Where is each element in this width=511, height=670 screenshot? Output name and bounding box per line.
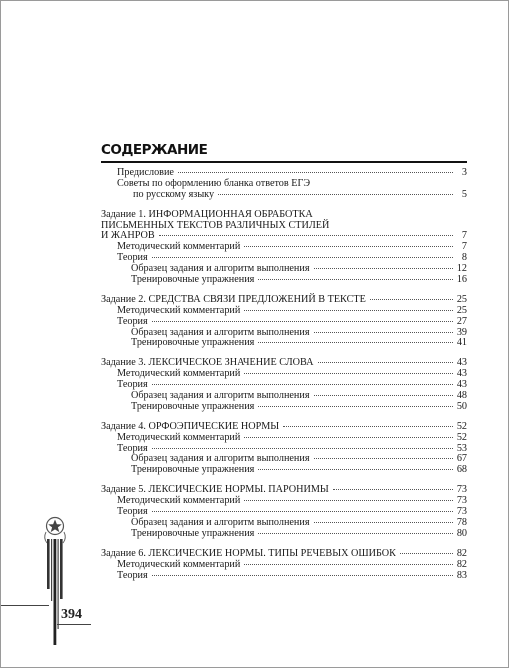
toc-entry-title: Тренировочные упражнения [131, 337, 255, 349]
toc-entry-title: Методический комментарий [117, 558, 241, 570]
toc-page-number: 50 [456, 400, 467, 412]
dot-leader [333, 489, 453, 490]
toc-entry-title-line: Советы по оформлению бланка ответов ЕГЭ [117, 177, 311, 189]
toc-entry-title: И ЖАНРОВ [101, 230, 155, 242]
toc-entry-title: Задание 3. ЛЕКСИЧЕСКОЕ ЗНАЧЕНИЕ СЛОВА [101, 357, 314, 369]
toc-entry [101, 275, 467, 286]
dot-leader [314, 458, 453, 459]
toc-page-number: 7 [461, 241, 467, 253]
toc-entry-title: Методический комментарий [117, 368, 241, 380]
dot-leader [258, 279, 453, 280]
toc-page-number: 41 [456, 337, 467, 349]
dot-leader [318, 362, 453, 363]
toc-page-number: 68 [456, 464, 467, 476]
toc-entry-title: Методический комментарий [117, 495, 241, 507]
toc-page-number: 7 [461, 230, 467, 242]
dot-leader [244, 373, 453, 374]
toc-page-number: 52 [456, 431, 467, 443]
toc-entry-title: Тренировочные упражнения [131, 274, 255, 286]
toc-entry-title: Тренировочные упражнения [131, 527, 255, 539]
toc-page-number: 8 [461, 252, 467, 264]
toc-entry [101, 210, 467, 243]
toc-entry-title: Методический комментарий [117, 241, 241, 253]
toc-row [101, 317, 467, 328]
toc-page-number: 5 [461, 188, 467, 200]
star-emblem-icon [37, 516, 83, 646]
toc-entry [101, 317, 467, 328]
page-number-rule [57, 624, 91, 625]
toc-entry-title: Задание 4. ОРФОЭПИЧЕСКИЕ НОРМЫ [101, 420, 280, 432]
toc-row [101, 242, 467, 253]
toc-page-number: 53 [456, 442, 467, 454]
dot-leader [258, 533, 453, 534]
dot-leader [152, 384, 453, 385]
toc-page-number: 80 [456, 527, 467, 539]
toc-row [101, 465, 467, 476]
toc-entry-title: Методический комментарий [117, 431, 241, 443]
toc-entry-title: Теория [117, 379, 148, 391]
toc-page-number: 39 [456, 326, 467, 338]
table-of-contents [101, 168, 467, 581]
toc-entry [101, 433, 467, 444]
toc-page-number: 27 [456, 315, 467, 327]
toc-entry-title: Методический комментарий [117, 304, 241, 316]
dot-leader [152, 511, 453, 512]
toc-entry-title: Задание 2. СРЕДСТВА СВЯЗИ ПРЕДЛОЖЕНИЙ В ТЕКСТЕ [101, 293, 366, 305]
toc-page-number: 73 [456, 495, 467, 507]
toc-entry-title: Теория [117, 252, 148, 264]
dot-leader [152, 321, 453, 322]
toc-row [101, 433, 467, 444]
toc-page-number: 52 [456, 420, 467, 432]
toc-page-number: 83 [456, 569, 467, 581]
dot-leader [283, 426, 453, 427]
dot-leader [258, 469, 453, 470]
dot-leader [152, 448, 453, 449]
dot-leader [159, 235, 453, 236]
toc-entry [101, 369, 467, 380]
toc-page-number: 43 [456, 357, 467, 369]
toc-page-number: 43 [456, 368, 467, 380]
page-heading: СОДЕРЖАНИЕ [101, 142, 208, 158]
toc-row [101, 496, 467, 507]
toc-page-number: 82 [456, 547, 467, 559]
toc-entry-title: Тренировочные упражнения [131, 400, 255, 412]
toc-page-number: 73 [456, 506, 467, 518]
dot-leader [400, 553, 453, 554]
toc-entry-title: Образец задания и алгоритм выполнения [131, 453, 310, 465]
toc-entry-title: Предисловие [117, 167, 174, 178]
toc-row [101, 571, 467, 582]
toc-entry [101, 529, 467, 540]
toc-entry [101, 549, 467, 560]
toc-page-number: 12 [456, 263, 467, 275]
toc-entry-title-line: Задание 1. ИНФОРМАЦИОННАЯ ОБРАБОТКА [101, 208, 313, 220]
dot-leader [244, 500, 453, 501]
toc-entry [101, 306, 467, 317]
toc-entry-title: Теория [117, 315, 148, 327]
toc-row [101, 190, 467, 201]
toc-page-number: 43 [456, 379, 467, 391]
dot-leader [218, 194, 453, 195]
dot-leader [370, 299, 453, 300]
toc-page-number: 73 [456, 484, 467, 496]
dot-leader [314, 332, 453, 333]
toc-entry [101, 465, 467, 476]
toc-entry-title: Образец задания и алгоритм выполнения [131, 263, 310, 275]
toc-entry-title: Тренировочные упражнения [131, 464, 255, 476]
toc-row [101, 529, 467, 540]
dot-leader [244, 310, 453, 311]
toc-row [101, 306, 467, 317]
toc-entry-title: Теория [117, 506, 148, 518]
toc-entry-title: Образец задания и алгоритм выполнения [131, 516, 310, 528]
toc-page-number: 78 [456, 516, 467, 528]
toc-entry-title: Теория [117, 442, 148, 454]
dot-leader [258, 342, 453, 343]
toc-entry [101, 560, 467, 571]
toc-entry [101, 496, 467, 507]
toc-entry-title: Теория [117, 569, 148, 581]
heading-rule [101, 161, 467, 163]
toc-entry [101, 402, 467, 413]
dot-leader [258, 406, 453, 407]
page-number: 394 [61, 607, 82, 622]
toc-row [101, 560, 467, 571]
toc-page-number: 16 [456, 274, 467, 286]
toc-page-number: 48 [456, 390, 467, 402]
toc-page-number: 3 [461, 167, 467, 178]
dot-leader [314, 522, 453, 523]
toc-entry-title: Задание 6. ЛЕКСИЧЕСКИЕ НОРМЫ. ТИПЫ РЕЧЕВЫХ ОШИБОК [101, 547, 396, 559]
dot-leader [244, 437, 453, 438]
dot-leader [244, 246, 453, 247]
toc-entry-title: Задание 5. ЛЕКСИЧЕСКИЕ НОРМЫ. ПАРОНИМЫ [101, 484, 329, 496]
toc-entry [101, 242, 467, 253]
toc-entry-title: по русскому языку [133, 188, 215, 200]
dot-leader [178, 172, 453, 173]
toc-row [101, 338, 467, 349]
toc-entry-title: Образец задания и алгоритм выполнения [131, 326, 310, 338]
toc-row [101, 275, 467, 286]
toc-entry-title-line: ПИСЬМЕННЫХ ТЕКСТОВ РАЗЛИЧНЫХ СТИЛЕЙ [101, 219, 330, 231]
dot-leader [152, 257, 453, 258]
dot-leader [152, 575, 453, 576]
toc-entry-title: Образец задания и алгоритм выполнения [131, 390, 310, 402]
toc-entry [101, 571, 467, 582]
toc-page-number: 25 [456, 304, 467, 316]
dot-leader [244, 564, 453, 565]
dot-leader [314, 268, 453, 269]
footer-rule [1, 605, 49, 606]
toc-row [101, 549, 467, 560]
toc-entry [101, 338, 467, 349]
dot-leader [314, 395, 453, 396]
toc-row [101, 402, 467, 413]
toc-page-number: 67 [456, 453, 467, 465]
toc-page-number: 82 [456, 558, 467, 570]
toc-entry [101, 179, 467, 201]
toc-row [101, 369, 467, 380]
toc-page-number: 25 [456, 293, 467, 305]
